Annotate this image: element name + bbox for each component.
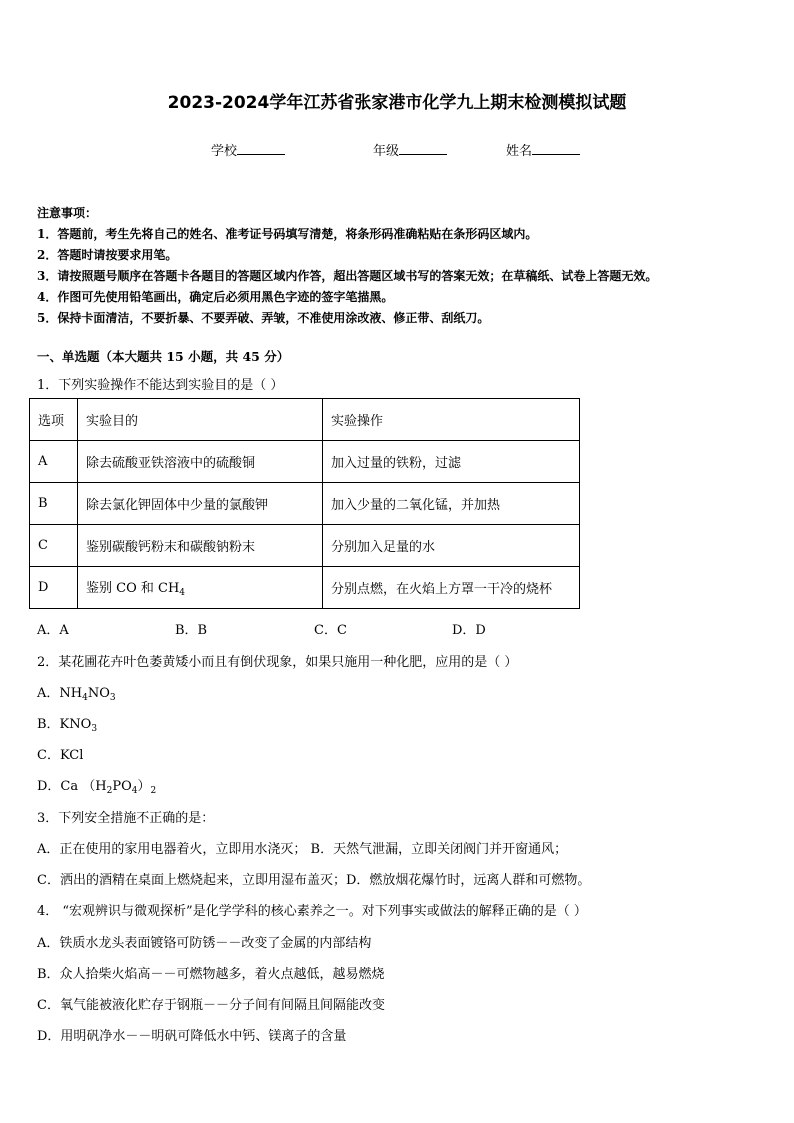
table-cell: 分别点燃，在火焰上方罩一干冷的烧杯 xyxy=(323,567,580,609)
option-text: A．NH xyxy=(37,686,83,701)
exam-title: 2023-2024学年江苏省张家港市化学九上期末检测模拟试题 xyxy=(167,93,627,113)
table-row xyxy=(30,483,580,525)
table-row xyxy=(30,567,580,609)
option-text: PO xyxy=(112,779,132,794)
table-cell: 鉴别碳酸钙粉末和碳酸钠粉末 xyxy=(78,525,323,567)
subscript: 4 xyxy=(82,693,88,703)
subscript: 2 xyxy=(150,786,157,796)
grade-label: 年级 xyxy=(373,144,400,159)
q1-option-c: C．C xyxy=(314,623,347,638)
q2-option-c: C．KCl xyxy=(37,748,84,763)
subscript: 4 xyxy=(131,786,138,796)
table-cell: 分别加入足量的水 xyxy=(323,525,580,567)
school-blank xyxy=(237,142,285,155)
q2-stem: 2．某花圃花卉叶色萎黄矮小而且有倒伏现象，如果只施用一种化肥，应用的是（ ） xyxy=(37,655,518,670)
q1-option-d: D．D xyxy=(452,623,486,638)
q4-option-a: A．铁质水龙头表面镀铬可防锈－－改变了金属的内部结构 xyxy=(37,936,372,951)
option-text: NO xyxy=(87,686,110,701)
subscript: 2 xyxy=(106,786,113,796)
notice-item: 4．作图可先使用铅笔画出，确定后必须用黑色字迹的签字笔描黑。 xyxy=(37,290,394,304)
q1-option-b: B．B xyxy=(175,623,208,638)
q4-option-b: B．众人拾柴火焰高－－可燃物越多，着火点越低，越易燃烧 xyxy=(37,967,385,982)
notice-item: 1．答题前，考生先将自己的姓名、准考证号码填写清楚，将条形码准确粘贴在条形码区域内。 xyxy=(37,227,538,241)
q3-options-line1: A．正在使用的家用电器着火，立即用水浇灭； B．天然气泄漏，立即关闭阀门并开窗通风； xyxy=(37,842,568,857)
table-row xyxy=(30,525,580,567)
name-field xyxy=(506,140,580,159)
table-header-cell: 实验操作 xyxy=(323,399,580,441)
notice-item: 2．答题时请按要求用笔。 xyxy=(37,248,178,262)
table-cell: C xyxy=(30,525,78,567)
table-row xyxy=(30,441,580,483)
cell-text: 鉴别 CO 和 CH xyxy=(86,581,180,596)
name-label: 姓名 xyxy=(506,144,533,159)
school-label: 学校 xyxy=(211,144,238,159)
option-text: ） xyxy=(137,779,151,794)
table-cell: A xyxy=(30,441,78,483)
q4-option-d: D．用明矾净水－－明矾可降低水中钙、镁离子的含量 xyxy=(37,1029,347,1044)
name-blank xyxy=(532,142,580,155)
table-cell: B xyxy=(30,483,78,525)
option-text: B．KNO xyxy=(37,717,92,732)
grade-blank xyxy=(399,142,447,155)
q2-option-b xyxy=(37,713,97,734)
notice-item: 3．请按照题号顺序在答题卡各题目的答题区域内作答，超出答题区域书写的答案无效；在草稿纸、试卷上答题无效。 xyxy=(37,269,658,283)
table-cell: 加入过量的铁粉，过滤 xyxy=(323,441,580,483)
table-header-cell: 选项 xyxy=(30,399,78,441)
notice-block xyxy=(37,203,657,329)
notice-heading: 注意事项： xyxy=(37,206,98,220)
option-text: D．Ca （H xyxy=(37,779,107,794)
q1-option-a: A．A xyxy=(37,623,69,638)
table-header-cell: 实验目的 xyxy=(78,399,323,441)
q4-stem: 4． “宏观辨识与微观探析”是化学学科的核心素养之一。对下列事实或做法的解释正确的是（ ） xyxy=(37,904,587,919)
section-heading: 一、单选题（本大题共 15 小题，共 45 分） xyxy=(37,349,290,364)
notice-item: 5．保持卡面清洁，不要折暴、不要弄破、弄皱，不准使用涂改液、修正带、刮纸刀。 xyxy=(37,311,490,325)
q2-option-d xyxy=(37,775,156,796)
grade-field xyxy=(373,140,447,159)
table-cell: 加入少量的二氧化锰，并加热 xyxy=(323,483,580,525)
q3-options-line2: C．洒出的酒精在桌面上燃烧起来，立即用湿布盖灭；D．燃放烟花爆竹时，远离人群和可燃物。 xyxy=(37,873,591,888)
q2-option-a xyxy=(37,682,116,703)
table-cell: 除去硫酸亚铁溶液中的硫酸铜 xyxy=(78,441,323,483)
school-field xyxy=(211,140,285,159)
q4-option-c: C．氧气能被液化贮存于钢瓶－－分子间有间隔且间隔能改变 xyxy=(37,998,385,1013)
subscript: 4 xyxy=(179,588,186,598)
table-header-row xyxy=(30,399,580,441)
subscript: 3 xyxy=(91,724,98,734)
table-cell xyxy=(78,567,323,609)
q3-stem: 3．下列安全措施不正确的是： xyxy=(37,811,215,826)
q1-table xyxy=(29,398,580,609)
subscript: 3 xyxy=(109,693,116,703)
table-cell: D xyxy=(30,567,78,609)
q1-stem: 1．下列实验操作不能达到实验目的是（ ） xyxy=(37,378,284,393)
table-cell: 除去氯化钾固体中少量的氯酸钾 xyxy=(78,483,323,525)
